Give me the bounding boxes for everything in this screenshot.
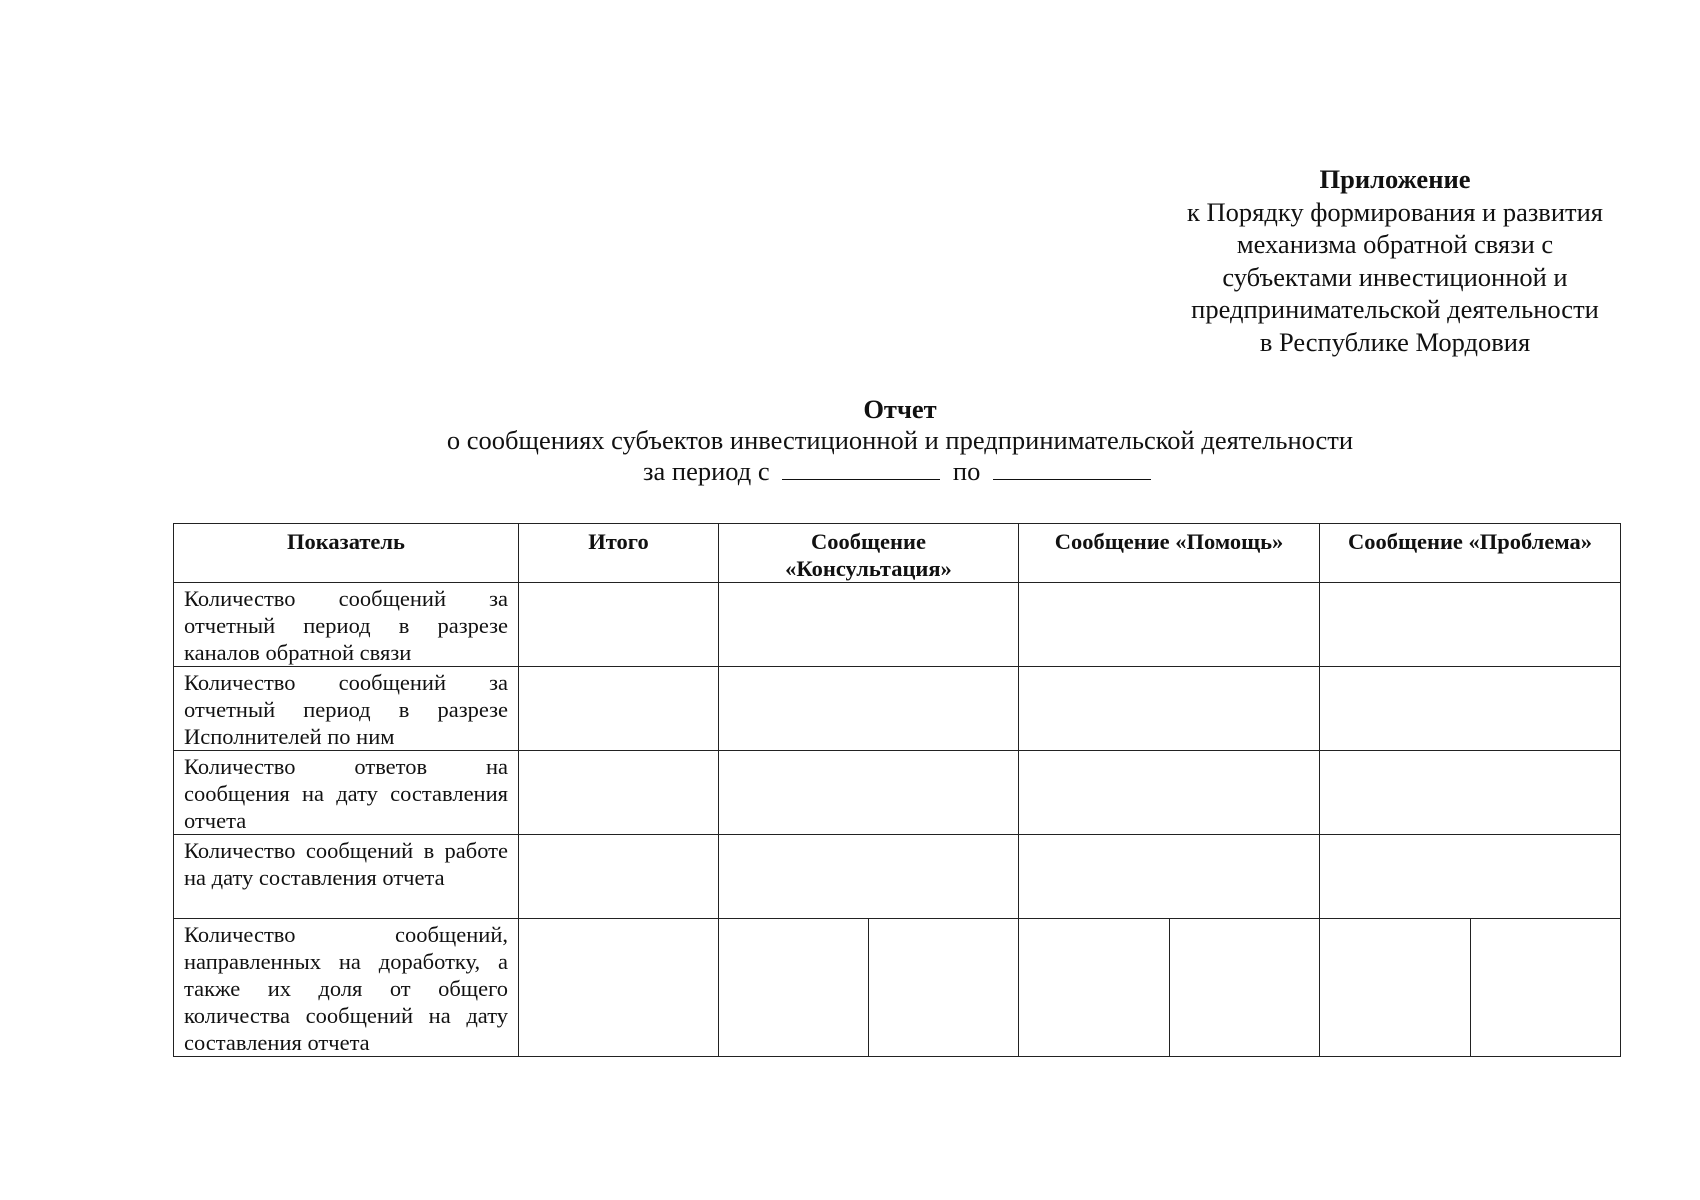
cell-help[interactable] [1019,835,1320,919]
period-to-label: по [952,456,981,486]
cell-consultation-share[interactable] [869,919,1019,1057]
header-problem: Сообщение «Проблема» [1320,524,1621,583]
header-total: Итого [519,524,719,583]
cell-problem[interactable] [1320,751,1621,835]
row-indicator: Количество сообщений за отчетный период в разрезе каналов обратной связи [174,583,519,667]
header-consultation: Сообщение «Консультация» [719,524,1019,583]
report-title: Отчет [863,394,937,424]
cell-help-count[interactable] [1019,919,1170,1057]
appendix-line: субъектами инвестиционной и [1222,261,1568,292]
cell-consultation[interactable] [719,751,1019,835]
report-subtitle: о сообщениях субъектов инвестиционной и предпринимательской деятельности [446,425,1354,455]
cell-help[interactable] [1019,583,1320,667]
cell-total[interactable] [519,751,719,835]
cell-problem-count[interactable] [1320,919,1471,1057]
appendix-line: в Республике Мордовия [1259,326,1531,357]
cell-help[interactable] [1019,751,1320,835]
header-indicator: Показатель [174,524,519,583]
table-header-row [174,524,1621,583]
cell-total[interactable] [519,919,719,1057]
cell-help[interactable] [1019,667,1320,751]
appendix-line: механизма обратной связи с [1236,229,1554,259]
row-indicator: Количество сообщений в работе на дату составления отчета [174,835,519,919]
period-to-blank[interactable] [993,457,1151,480]
cell-total[interactable] [519,583,719,667]
table-row [174,835,1621,919]
appendix-title: Приложение [1319,164,1471,194]
cell-problem[interactable] [1320,583,1621,667]
cell-consultation[interactable] [719,835,1019,919]
cell-total[interactable] [519,835,719,919]
row-indicator: Количество сообщений, направленных на доработку, а также их доля от общего количества сообщений на дату составления отчета [174,919,519,1057]
table-row [174,583,1621,667]
row-indicator: Количество ответов на сообщения на дату составления отчета [174,751,519,835]
cell-problem[interactable] [1320,835,1621,919]
report-period [643,456,1157,487]
cell-problem[interactable] [1320,667,1621,751]
table-row [174,667,1621,751]
cell-total[interactable] [519,667,719,751]
appendix-block [1150,163,1640,358]
cell-consultation[interactable] [719,667,1019,751]
cell-problem-share[interactable] [1471,919,1621,1057]
cell-consultation[interactable] [719,583,1019,667]
row-indicator: Количество сообщений за отчетный период в разрезе Исполнителей по ним [174,667,519,751]
cell-consultation-count[interactable] [719,919,869,1057]
table-row [174,751,1621,835]
report-table [173,523,1621,1057]
appendix-line: предпринимательской деятельности [1191,294,1599,324]
period-from-blank[interactable] [782,457,940,480]
table-row [174,919,1621,1057]
period-from-label: за период с [643,456,770,486]
header-help: Сообщение «Помощь» [1019,524,1320,583]
cell-help-share[interactable] [1170,919,1320,1057]
report-heading [300,394,1500,487]
appendix-line: к Порядку формирования и развития [1187,196,1603,227]
